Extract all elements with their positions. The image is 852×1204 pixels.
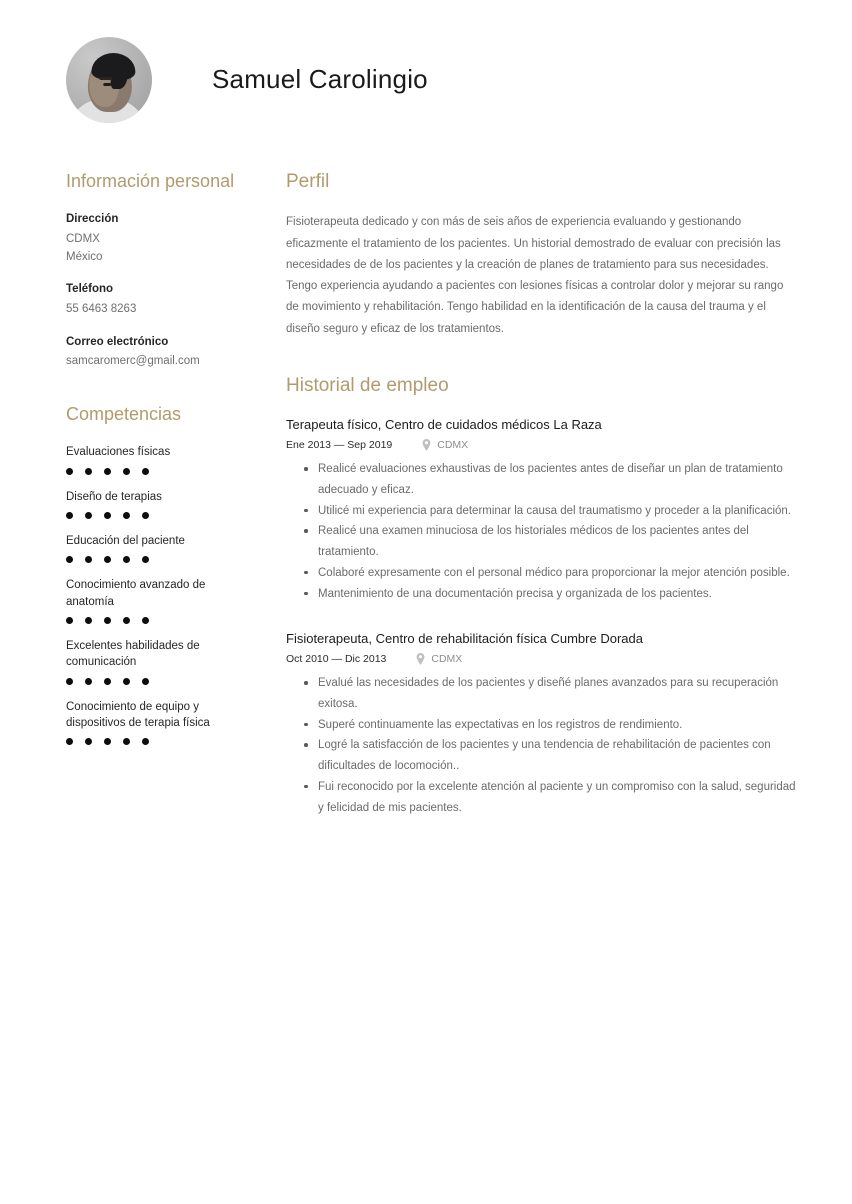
job-bullet: Evalué las necesidades de los pacientes y diseñé planes avanzados para su recuperación exitosa.: [304, 673, 804, 714]
job-dates: Oct 2010 — Dic 2013: [286, 653, 387, 666]
rating-dot: [85, 738, 92, 745]
info-item-correo: [66, 334, 256, 371]
job-title: Fisioterapeuta, Centro de rehabilitación física Cumbre Dorada: [286, 631, 643, 647]
rating-dot: [104, 556, 111, 563]
rating-dot: [104, 738, 111, 745]
avatar: [66, 37, 152, 123]
skill-rating: [66, 738, 256, 745]
rating-dot: [104, 468, 111, 475]
job-meta: [286, 653, 806, 665]
name-block: [212, 64, 852, 95]
skill-rating: [66, 468, 256, 475]
rating-dot: [142, 617, 149, 624]
info-label: Dirección: [66, 213, 119, 226]
resume-body: [0, 120, 852, 844]
rating-dot: [85, 678, 92, 685]
skill-rating: [66, 617, 256, 624]
map-pin-icon: [422, 439, 431, 451]
skill-label: Educación del paciente: [66, 534, 185, 547]
rating-dot: [66, 556, 73, 563]
job-bullet: Superé continuamente las expectativas en los registros de rendimiento.: [304, 715, 804, 736]
job-entry: [286, 416, 806, 604]
job-entry: [286, 630, 806, 818]
rating-dot: [66, 678, 73, 685]
section-heading-employment: Historial de empleo: [286, 374, 449, 396]
job-bullet: Colaboré expresamente con el personal médico para proporcionar la mejor atención posible.: [304, 563, 804, 584]
info-label: Correo electrónico: [66, 335, 169, 348]
skill-item: [66, 699, 256, 746]
job-location-label: CDMX: [431, 653, 463, 666]
rating-dot: [142, 678, 149, 685]
profile-section: [286, 170, 806, 340]
jobs-list: [286, 416, 806, 818]
sidebar: [66, 120, 256, 759]
job-location: [416, 653, 462, 665]
job-bullet: Fui reconocido por la excelente atención al paciente y un compromiso con la salud, seguridad y felicidad de mis pacientes.: [304, 777, 804, 818]
user-photo-icon: [66, 37, 152, 123]
job-bullet: Realicé evaluaciones exhaustivas de los pacientes antes de diseñar un plan de tratamiento adecuado y eficaz.: [304, 459, 804, 500]
skill-label: Evaluaciones físicas: [66, 446, 171, 459]
profile-text: Fisioterapeuta dedicado y con más de seis años de experiencia evaluando y gestionando eficazmente el tratamiento de los pacientes. Un historial demostrado de evaluar con precisión las necesidades de de los pacientes y la creación de planes de tratamiento para sus necesidades. Tengo experiencia ayudando a pacientes con lesiones físicas a controlar dolor y mejorar su rango de movimiento y rehabilitación. Tengo habilidad en la identificación de la causa del trauma y el diseño seguro y eficaz de los tratamientos.: [286, 216, 784, 335]
rating-dot: [104, 617, 111, 624]
skill-item: [66, 577, 256, 624]
rating-dot: [123, 556, 130, 563]
info-item-telefono: [66, 281, 256, 318]
job-meta: [286, 439, 806, 451]
skill-item: [66, 533, 256, 563]
employment-section: [286, 374, 806, 818]
info-value-line: CDMX: [66, 232, 100, 245]
info-value: [66, 231, 256, 267]
job-location-label: CDMX: [437, 439, 469, 452]
skill-item: [66, 444, 256, 474]
skill-rating: [66, 678, 256, 685]
skill-item: [66, 489, 256, 519]
map-pin-icon: [416, 653, 425, 665]
rating-dot: [85, 617, 92, 624]
page-title: Samuel Carolingio: [212, 64, 428, 95]
rating-dot: [85, 512, 92, 519]
rating-dot: [123, 617, 130, 624]
rating-dot: [142, 468, 149, 475]
rating-dot: [123, 738, 130, 745]
rating-dot: [142, 512, 149, 519]
section-heading-skills: Competencias: [66, 404, 182, 425]
rating-dot: [123, 468, 130, 475]
personal-info-section: [66, 170, 256, 371]
skill-label: Conocimiento avanzado de anatomía: [66, 579, 206, 608]
job-title: Terapeuta físico, Centro de cuidados médicos La Raza: [286, 417, 602, 433]
skill-label: Diseño de terapias: [66, 490, 162, 503]
rating-dot: [85, 556, 92, 563]
skill-label: Conocimiento de equipo y dispositivos de terapia física: [66, 700, 210, 729]
skill-rating: [66, 512, 256, 519]
skill-rating: [66, 556, 256, 563]
rating-dot: [123, 678, 130, 685]
info-value: 55 6463 8263: [66, 303, 137, 315]
job-location: [422, 439, 468, 451]
rating-dot: [66, 617, 73, 624]
info-item-direccion: [66, 211, 256, 266]
info-label: Teléfono: [66, 283, 114, 296]
rating-dot: [123, 512, 130, 519]
skills-section: [66, 403, 256, 745]
info-value: samcaromerc@gmail.com: [66, 355, 200, 368]
resume-header: [0, 0, 852, 120]
rating-dot: [66, 738, 73, 745]
skills-list: [66, 444, 256, 745]
job-dates: Ene 2013 — Sep 2019: [286, 439, 393, 452]
rating-dot: [66, 512, 73, 519]
skill-item: [66, 638, 256, 685]
job-bullets: [286, 459, 806, 604]
section-heading-personal-info: Información personal: [66, 171, 235, 191]
job-bullets: [286, 673, 806, 818]
skill-label: Excelentes habilidades de comunicación: [66, 639, 200, 669]
rating-dot: [142, 738, 149, 745]
rating-dot: [142, 556, 149, 563]
job-bullet: Utilicé mi experiencia para determinar la causa del traumatismo y proceder a la planificación.: [304, 501, 804, 522]
main-content: [286, 120, 806, 844]
job-bullet: Realicé una examen minuciosa de los historiales médicos de los pacientes antes del tratamiento.: [304, 521, 804, 562]
rating-dot: [85, 468, 92, 475]
job-bullet: Mantenimiento de una documentación precisa y organizada de los pacientes.: [304, 584, 804, 605]
rating-dot: [104, 512, 111, 519]
info-value-line: México: [66, 250, 103, 263]
rating-dot: [104, 678, 111, 685]
section-heading-profile: Perfil: [286, 171, 330, 192]
rating-dot: [66, 468, 73, 475]
job-bullet: Logré la satisfacción de los pacientes y una tendencia de rehabilitación de pacientes con dificultades de locomoción..: [304, 735, 804, 776]
